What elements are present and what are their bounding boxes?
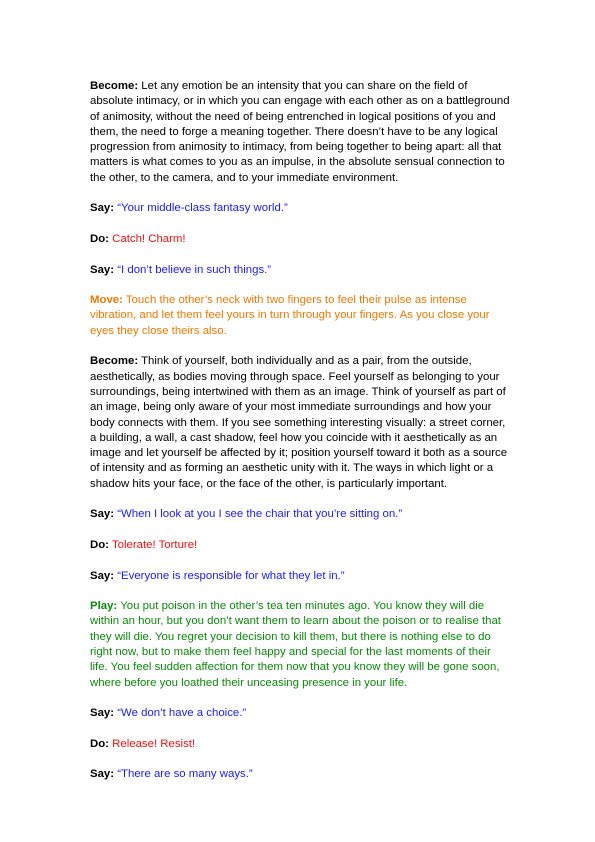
paragraph-do-2 <box>90 538 510 553</box>
paragraph-text: “We don’t have a choice.” <box>117 707 247 720</box>
paragraph-do-3 <box>90 737 510 752</box>
script-text <box>90 79 510 798</box>
paragraph-say-1 <box>90 201 510 216</box>
paragraph-label: Do: <box>90 232 109 245</box>
paragraph-label: Say: <box>90 202 115 215</box>
paragraph-text: “Everyone is responsible for what they let in.” <box>117 569 345 582</box>
paragraph-label: Say: <box>90 263 115 276</box>
paragraph-text: Let any emotion be an intensity that you can share on the field of absolute intimacy, or in which you can engage with each other as on a battleground of animosity, without the need of being entrenched in logical positions of you and them, the need to forge a meaning together. There doesn’t have to be any logical progression from animosity to intimacy, from being together to being apart: all that matters is what comes to you as an impulse, in the absolute sensual connection to the other, to the camera, and to your immediate environment. <box>90 80 510 184</box>
paragraph-text: “There are so many ways.” <box>117 768 253 781</box>
paragraph-label: Say: <box>90 707 115 720</box>
paragraph-label: Do: <box>90 538 109 551</box>
paragraph-do-1 <box>90 232 510 247</box>
paragraph-label: Become: <box>90 355 139 368</box>
paragraph-label: Say: <box>90 768 115 781</box>
paragraph-become-1 <box>90 79 510 186</box>
paragraph-label: Become: <box>90 80 139 92</box>
paragraph-text: You put poison in the other’s tea ten minutes ago. You know they will die within an hour, but you don’t want them to learn about the poison or to realise that they will die. You regret your decision to kill them, but there is nothing else to do right now, but to make them feel happy and special for the last moments of their life. You feel sudden affection for them now that you know they will be gone soon, where before you loathed their unceasing presence in your life. <box>90 600 501 689</box>
paragraph-say-3 <box>90 507 510 522</box>
paragraph-text: Touch the other’s neck with two fingers to feel their pulse as intense vibration, and let them feel yours in turn through your fingers. As you close your eyes they close theirs also. <box>90 294 490 337</box>
paragraph-text: Catch! Charm! <box>112 232 186 245</box>
paragraph-label: Play: <box>90 600 118 613</box>
paragraph-text: “I don’t believe in such things.” <box>117 263 272 276</box>
paragraph-text: Release! Resist! <box>112 737 196 750</box>
paragraph-say-5 <box>90 706 510 721</box>
paragraph-label: Do: <box>90 737 109 750</box>
paragraph-label: Say: <box>90 508 115 521</box>
paragraph-say-2 <box>90 263 510 278</box>
paragraph-text: “When I look at you I see the chair that you’re sitting on.” <box>117 508 403 521</box>
paragraph-label: Move: <box>90 294 123 307</box>
paragraph-say-4 <box>90 569 510 584</box>
paragraph-text: “Your middle-class fantasy world.” <box>117 202 288 215</box>
paragraph-text: Think of yourself, both individually and as a pair, from the outside, aesthetically, as bodies moving through space. Feel yourself as belonging to your surroundings, being intertwined with them as an image. Think of yourself as part of an image, being only aware of your most immediate surroundings and how your body connects with them. If you see something interesting visually: a street corner, a building, a wall, a cast shadow, feel how you coincide with it aesthetically as an image and let yourself be affected by it; position yourself toward it both as a source of intensity and as forming an aesthetic unity with it. The ways in which light or a shadow hits your face, or the face of the other, is particularly important. <box>90 355 508 490</box>
paragraph-move-1 <box>90 293 510 339</box>
paragraph-play-1 <box>90 599 510 691</box>
paragraph-become-2 <box>90 354 510 492</box>
paragraph-say-6 <box>90 767 510 782</box>
paragraph-text: Tolerate! Torture! <box>111 538 198 551</box>
paragraph-label: Say: <box>90 569 115 582</box>
